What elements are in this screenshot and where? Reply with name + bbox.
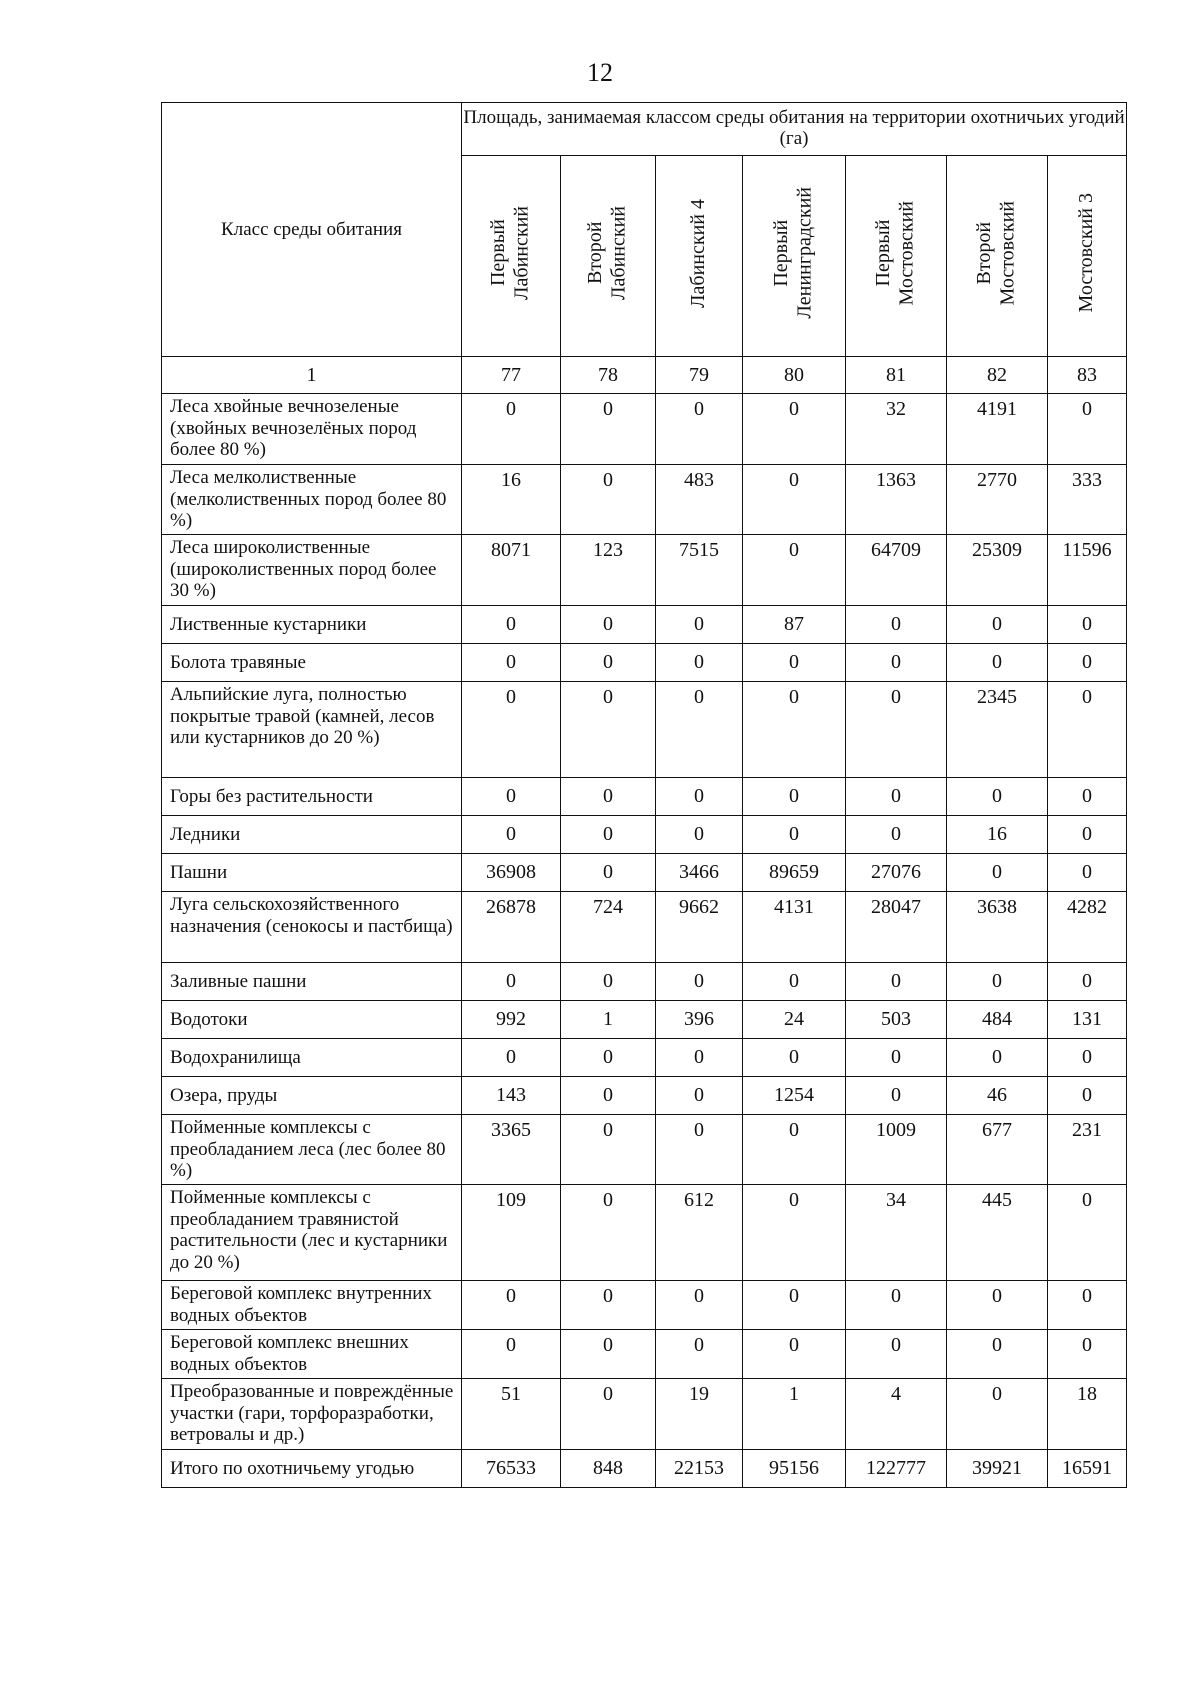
area-value: 0 [846, 681, 947, 777]
area-value: 0 [846, 605, 947, 643]
column-number: 77 [462, 357, 561, 394]
area-value: 39921 [947, 1449, 1048, 1487]
area-value: 0 [656, 777, 743, 815]
area-value: 0 [947, 1038, 1048, 1076]
area-value: 4191 [947, 394, 1048, 465]
area-value: 0 [846, 1038, 947, 1076]
header-column: Второй Лабинский [561, 156, 656, 357]
area-value: 1 [561, 1000, 656, 1038]
area-value: 8071 [462, 534, 561, 605]
habitat-class-label: Леса широколиственные (широколиственных пород более 30 %) [162, 534, 462, 605]
table-row [162, 1184, 1127, 1280]
area-value: 0 [1048, 643, 1127, 681]
area-value: 0 [462, 681, 561, 777]
area-value: 36908 [462, 853, 561, 891]
area-value: 0 [656, 681, 743, 777]
habitat-class-label: Пойменные комплексы с преобладанием леса (лес более 80 %) [162, 1114, 462, 1184]
area-value: 0 [561, 853, 656, 891]
area-value: 0 [947, 1378, 1048, 1449]
habitat-class-label: Ледники [162, 815, 462, 853]
habitat-class-label: Лиственные кустарники [162, 605, 462, 643]
column-number: 83 [1048, 357, 1127, 394]
area-value: 0 [1048, 394, 1127, 465]
habitat-class-label: Водотоки [162, 1000, 462, 1038]
area-value: 0 [462, 1038, 561, 1076]
area-value: 0 [462, 605, 561, 643]
table-row [162, 1076, 1127, 1114]
area-value: 0 [947, 1329, 1048, 1378]
area-value: 143 [462, 1076, 561, 1114]
area-value: 0 [947, 1280, 1048, 1329]
area-value: 4131 [743, 891, 846, 962]
area-value: 0 [561, 815, 656, 853]
area-value: 0 [1048, 605, 1127, 643]
area-value: 16591 [1048, 1449, 1127, 1487]
habitat-class-label: Горы без растительности [162, 777, 462, 815]
area-value: 0 [561, 643, 656, 681]
area-value: 0 [1048, 1184, 1127, 1280]
area-value: 89659 [743, 853, 846, 891]
table-row [162, 1038, 1127, 1076]
habitat-class-label: Болота травяные [162, 643, 462, 681]
area-value: 1 [743, 1378, 846, 1449]
area-value: 0 [1048, 1329, 1127, 1378]
area-value: 0 [656, 815, 743, 853]
table-row [162, 777, 1127, 815]
area-value: 503 [846, 1000, 947, 1038]
area-value: 0 [947, 777, 1048, 815]
area-value: 0 [846, 962, 947, 1000]
area-value: 0 [743, 643, 846, 681]
header-column: Второй Мостовский [947, 156, 1048, 357]
habitat-class-label: Водохранилища [162, 1038, 462, 1076]
area-value: 848 [561, 1449, 656, 1487]
area-value: 24 [743, 1000, 846, 1038]
area-value: 87 [743, 605, 846, 643]
table-row [162, 605, 1127, 643]
area-value: 7515 [656, 534, 743, 605]
area-value: 16 [462, 465, 561, 535]
area-value: 3365 [462, 1114, 561, 1184]
area-value: 51 [462, 1378, 561, 1449]
area-value: 0 [656, 1038, 743, 1076]
area-value: 483 [656, 465, 743, 535]
table-row [162, 1114, 1127, 1184]
area-value: 0 [743, 394, 846, 465]
table-row [162, 815, 1127, 853]
area-value: 677 [947, 1114, 1048, 1184]
area-value: 992 [462, 1000, 561, 1038]
area-value: 0 [743, 1038, 846, 1076]
area-value: 0 [462, 643, 561, 681]
area-value: 0 [656, 605, 743, 643]
area-value: 0 [561, 605, 656, 643]
table-row [162, 534, 1127, 605]
area-value: 0 [743, 465, 846, 535]
habitat-class-label: Леса хвойные вечнозеленые (хвойных вечнозелёных пород более 80 %) [162, 394, 462, 465]
area-value: 0 [743, 1184, 846, 1280]
area-value: 231 [1048, 1114, 1127, 1184]
area-value: 0 [846, 1280, 947, 1329]
column-number: 80 [743, 357, 846, 394]
area-value: 0 [561, 465, 656, 535]
area-value: 0 [947, 643, 1048, 681]
area-value: 28047 [846, 891, 947, 962]
area-value: 46 [947, 1076, 1048, 1114]
area-value: 0 [462, 1280, 561, 1329]
area-value: 1009 [846, 1114, 947, 1184]
area-value: 0 [462, 962, 561, 1000]
table-row [162, 643, 1127, 681]
habitat-class-label: Пойменные комплексы с преобладанием травянистой растительности (лес и кустарники до 20 %) [162, 1184, 462, 1280]
area-value: 4282 [1048, 891, 1127, 962]
area-value: 0 [561, 1114, 656, 1184]
area-value: 2345 [947, 681, 1048, 777]
area-value: 0 [1048, 815, 1127, 853]
table-row [162, 681, 1127, 777]
area-value: 18 [1048, 1378, 1127, 1449]
area-value: 1363 [846, 465, 947, 535]
header-column: Первый Лабинский [462, 156, 561, 357]
area-value: 0 [656, 643, 743, 681]
area-value: 0 [743, 1114, 846, 1184]
area-value: 0 [561, 962, 656, 1000]
area-value: 0 [656, 1076, 743, 1114]
area-value: 0 [947, 962, 1048, 1000]
area-value: 27076 [846, 853, 947, 891]
area-value: 3466 [656, 853, 743, 891]
area-value: 0 [846, 777, 947, 815]
area-value: 26878 [462, 891, 561, 962]
area-value: 0 [561, 1076, 656, 1114]
table-row [162, 1280, 1127, 1329]
area-value: 109 [462, 1184, 561, 1280]
area-value: 484 [947, 1000, 1048, 1038]
habitat-class-label: Альпийские луга, полностью покрытые травой (камней, лесов или кустарников до 20 %) [162, 681, 462, 777]
column-number: 79 [656, 357, 743, 394]
area-value: 0 [561, 1329, 656, 1378]
table-row [162, 1449, 1127, 1487]
area-value: 445 [947, 1184, 1048, 1280]
habitat-class-label: Луга сельскохозяйственного назначения (сенокосы и пастбища) [162, 891, 462, 962]
area-value: 0 [743, 681, 846, 777]
area-value: 0 [1048, 1076, 1127, 1114]
area-value: 123 [561, 534, 656, 605]
area-value: 34 [846, 1184, 947, 1280]
area-value: 0 [462, 815, 561, 853]
area-value: 0 [462, 777, 561, 815]
habitat-class-label: Заливные пашни [162, 962, 462, 1000]
area-value: 0 [656, 962, 743, 1000]
habitat-class-label: Береговой комплекс внешних водных объектов [162, 1329, 462, 1378]
area-value: 0 [561, 681, 656, 777]
habitat-class-label: Леса мелколиственные (мелколиственных пород более 80 %) [162, 465, 462, 535]
area-value: 131 [1048, 1000, 1127, 1038]
table-row [162, 465, 1127, 535]
area-value: 0 [743, 777, 846, 815]
area-value: 1254 [743, 1076, 846, 1114]
header-area-label: Площадь, занимаемая классом среды обитания на территории охотничьих угодий (га) [462, 103, 1127, 156]
area-value: 0 [656, 394, 743, 465]
area-value: 0 [743, 962, 846, 1000]
area-value: 0 [561, 777, 656, 815]
area-value: 0 [947, 853, 1048, 891]
table-body [162, 394, 1127, 1488]
habitat-class-label: Преобразованные и повреждённые участки (гари, торфоразработки, ветровалы и др.) [162, 1378, 462, 1449]
area-value: 25309 [947, 534, 1048, 605]
header-class-label: Класс среды обитания [162, 103, 462, 357]
table-row [162, 962, 1127, 1000]
area-value: 0 [846, 815, 947, 853]
table-row [162, 1329, 1127, 1378]
area-value: 76533 [462, 1449, 561, 1487]
area-value: 0 [1048, 777, 1127, 815]
area-value: 0 [1048, 853, 1127, 891]
page-number: 12 [587, 58, 613, 87]
area-value: 3638 [947, 891, 1048, 962]
area-value: 612 [656, 1184, 743, 1280]
table-row [162, 853, 1127, 891]
column-number-row [162, 357, 1127, 394]
area-value: 122777 [846, 1449, 947, 1487]
area-value: 0 [561, 394, 656, 465]
area-value: 0 [1048, 1280, 1127, 1329]
area-value: 95156 [743, 1449, 846, 1487]
area-value: 0 [656, 1329, 743, 1378]
habitat-area-table [161, 102, 1127, 1488]
area-value: 0 [656, 1114, 743, 1184]
habitat-class-label: Итого по охотничьему угодью [162, 1449, 462, 1487]
area-value: 333 [1048, 465, 1127, 535]
area-value: 9662 [656, 891, 743, 962]
area-value: 0 [846, 1076, 947, 1114]
area-value: 0 [561, 1038, 656, 1076]
column-number: 81 [846, 357, 947, 394]
area-value: 0 [1048, 1038, 1127, 1076]
area-value: 0 [743, 815, 846, 853]
area-value: 0 [462, 1329, 561, 1378]
table-row [162, 1378, 1127, 1449]
habitat-class-label: Озера, пруды [162, 1076, 462, 1114]
area-value: 0 [947, 605, 1048, 643]
area-value: 0 [561, 1184, 656, 1280]
area-value: 0 [743, 1280, 846, 1329]
area-value: 0 [1048, 681, 1127, 777]
header-column: Первый Мостовский [846, 156, 947, 357]
area-value: 0 [846, 1329, 947, 1378]
table-row [162, 1000, 1127, 1038]
area-value: 32 [846, 394, 947, 465]
table-row [162, 394, 1127, 465]
area-value: 0 [743, 1329, 846, 1378]
area-value: 0 [462, 394, 561, 465]
header-column: Мостовский 3 [1048, 156, 1127, 357]
table-row [162, 891, 1127, 962]
column-number: 1 [162, 357, 462, 394]
area-value: 0 [656, 1280, 743, 1329]
area-value: 0 [561, 1280, 656, 1329]
area-value: 0 [1048, 962, 1127, 1000]
habitat-class-label: Пашни [162, 853, 462, 891]
area-value: 0 [846, 643, 947, 681]
area-value: 2770 [947, 465, 1048, 535]
area-value: 22153 [656, 1449, 743, 1487]
column-number: 78 [561, 357, 656, 394]
area-value: 0 [561, 1378, 656, 1449]
area-value: 19 [656, 1378, 743, 1449]
area-value: 724 [561, 891, 656, 962]
area-value: 396 [656, 1000, 743, 1038]
header-column: Первый Ленинградский [743, 156, 846, 357]
area-value: 4 [846, 1378, 947, 1449]
area-value: 16 [947, 815, 1048, 853]
area-value: 11596 [1048, 534, 1127, 605]
area-value: 0 [743, 534, 846, 605]
header-column: Лабинский 4 [656, 156, 743, 357]
column-number: 82 [947, 357, 1048, 394]
habitat-class-label: Береговой комплекс внутренних водных объектов [162, 1280, 462, 1329]
area-value: 64709 [846, 534, 947, 605]
